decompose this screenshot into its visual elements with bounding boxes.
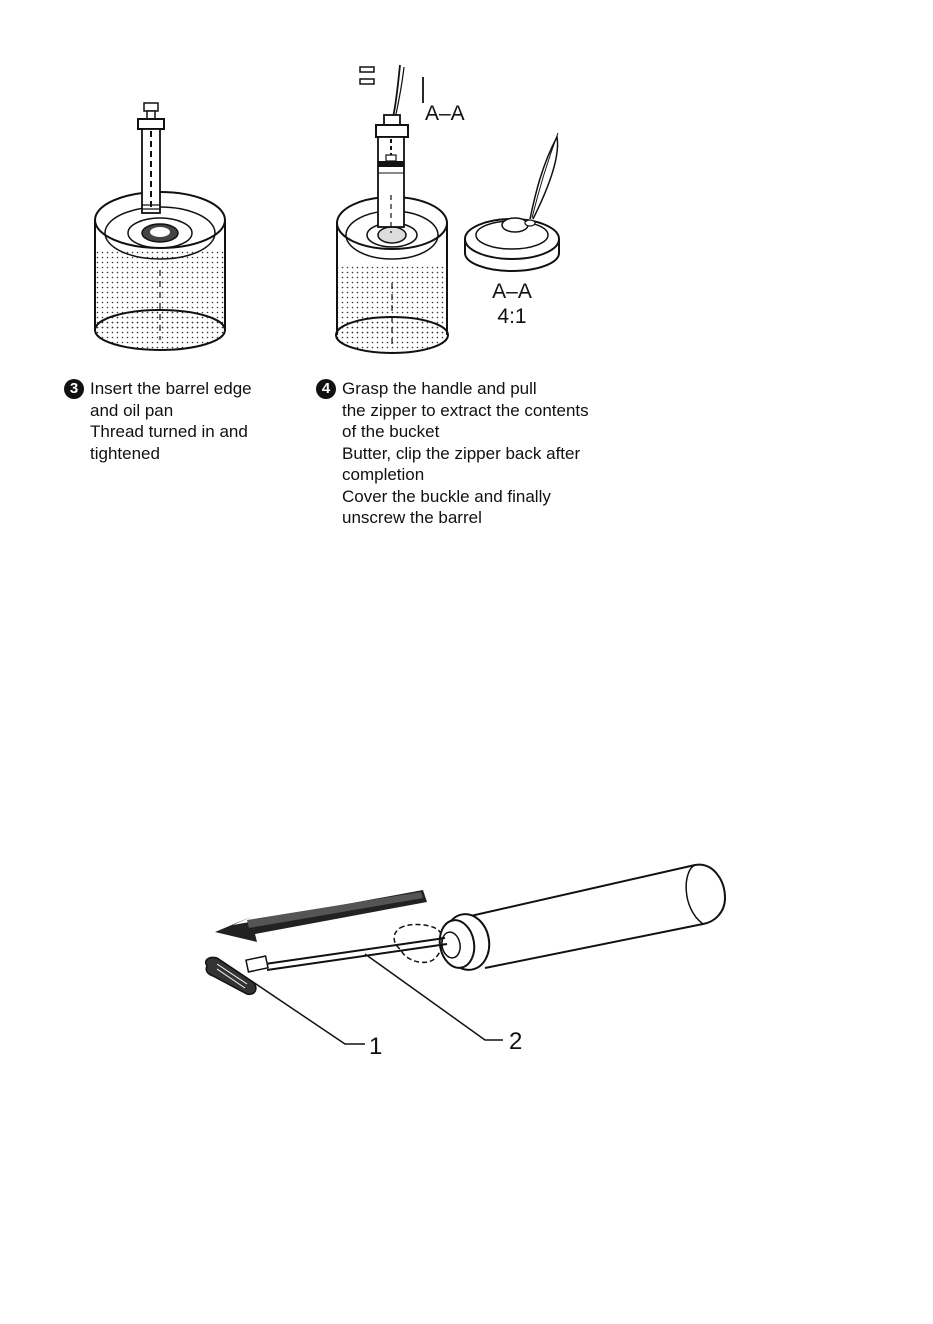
step4-number-badge: 4 — [316, 379, 336, 399]
pull-rod — [265, 938, 447, 970]
t-handle — [206, 956, 268, 994]
figure-step3-barrel-in-pan — [80, 95, 240, 365]
step4-line: Cover the buckle and finally — [342, 486, 551, 506]
step4-line: unscrew the barrel — [342, 508, 482, 527]
grease-barrel-upright — [138, 103, 164, 213]
figure-grease-gun-pull-rod — [195, 850, 755, 1075]
step4-line: Butter, clip the zipper back after — [342, 443, 581, 463]
leader-line-part1 — [253, 982, 365, 1044]
detail-scale: 4:1 — [497, 305, 527, 328]
section-marker-icon — [360, 67, 423, 103]
grease-barrel-extracting — [376, 115, 408, 233]
step4-line: of the bucket — [342, 422, 440, 441]
part-label-2: 2 — [509, 1028, 523, 1055]
oil-pan-cylinder — [95, 192, 225, 350]
section-label: A–A — [425, 102, 465, 125]
detail-plug-disc — [465, 133, 559, 271]
detail-label: A–A — [492, 280, 532, 303]
step4-lines — [342, 378, 589, 529]
step4-line: Grasp the handle and pull — [342, 379, 537, 398]
step3-line: Insert the barrel edge — [90, 379, 252, 398]
leader-line-part2 — [365, 954, 503, 1040]
step3-line: Thread turned in and — [90, 422, 248, 441]
step4-line: the zipper to extract the contents — [342, 400, 589, 420]
part-label-1: 1 — [369, 1033, 383, 1060]
step3-line: tightened — [90, 443, 160, 463]
figure-step4-extraction — [320, 55, 580, 370]
step3-number-badge: 3 — [64, 379, 84, 399]
step3-line: and oil pan — [90, 400, 174, 420]
step3-lines — [90, 378, 252, 464]
grease-gun-barrel — [436, 865, 725, 974]
step4-line: completion — [342, 465, 425, 484]
